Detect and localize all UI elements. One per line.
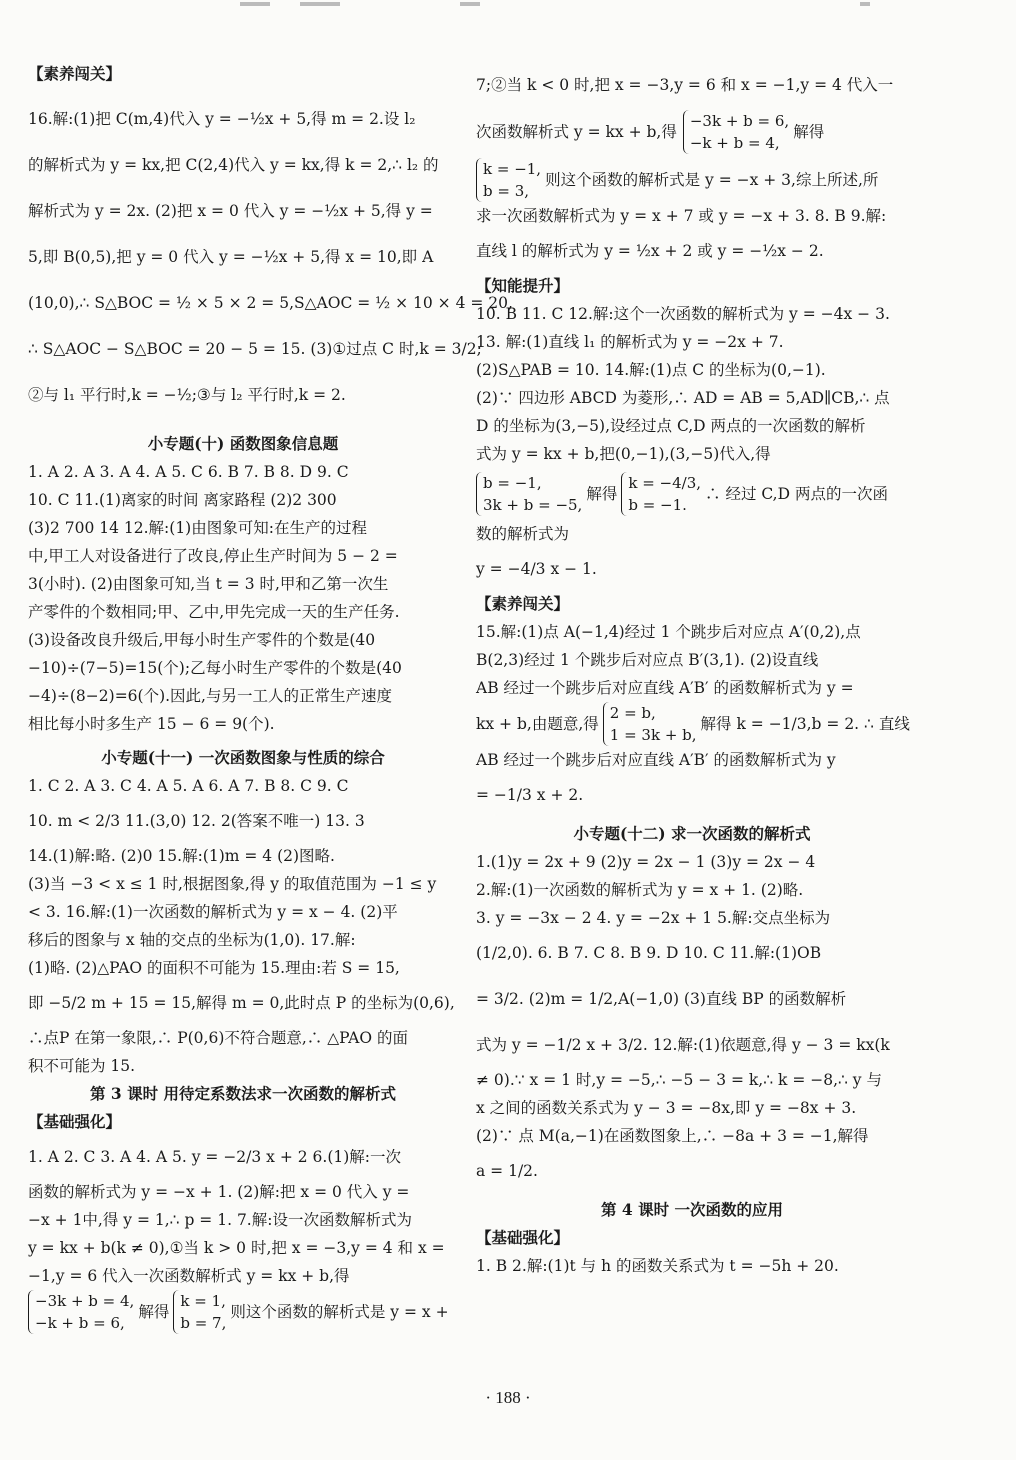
answer-line: 解析式为 y = 2x. (2)把 x = 0 代入 y = −½x + 5,得 y = — [28, 202, 433, 220]
section-heading: 第 4 课时 一次函数的应用 — [601, 1200, 783, 1219]
answer-line: 5,即 B(0,5),把 y = 0 代入 y = −½x + 5,得 x = 10,即 A — [28, 248, 434, 266]
equation: 2 = b, — [609, 704, 656, 722]
equation-system-line — [476, 700, 908, 748]
answer-line: 10. B 11. C 12.解:这个一次函数的解析式为 y = −4x − 3. — [476, 305, 890, 323]
section-heading: 第 3 课时 用待定系数法求一次函数的解析式 — [90, 1084, 396, 1103]
answer-line: x 之间的函数关系式为 y − 3 = −8x,即 y = −8x + 3. — [476, 1099, 857, 1117]
answer-line: (2)∵ 四边形 ABCD 为菱形,∴ AD = AB = 5,AD∥CB,∴ 点 — [476, 389, 890, 407]
equation-system-line — [28, 1288, 458, 1336]
answer-line: 的解析式为 y = kx,把 C(2,4)代入 y = kx,得 k = 2,∴ l₂ 的 — [28, 156, 439, 174]
answer-line: (10,0),∴ S△BOC = ½ × 5 × 2 = 5,S△AOC = ½ × 10 × 4 = 20, — [28, 294, 513, 312]
answer-line: 移后的图象与 x 轴的交点的坐标为(1,0). 17.解: — [28, 931, 356, 949]
answer-line: ≠ 0).∵ x = 1 时,y = −5,∴ −5 − 3 = k,∴ k = −8,∴ y 与 — [476, 1071, 882, 1089]
answer-line: 中,甲工人对设备进行了改良,停止生产时间为 5 − 2 = — [28, 547, 398, 565]
answer-line: (2)∵ 点 M(a,−1)在函数图象上,∴ −8a + 3 = −1,解得 — [476, 1127, 869, 1145]
equation: b = 7, — [180, 1314, 227, 1332]
section-heading: 小专题(十) 函数图象信息题 — [147, 434, 339, 453]
answer-line: 式为 y = kx + b,把(0,−1),(3,−5)代入,得 — [476, 445, 771, 463]
equation: −3k + b = 4, — [35, 1292, 135, 1310]
text-segment: 则这个函数的解析式是 y = x + — [230, 1303, 449, 1321]
equation: k = 1, — [180, 1292, 226, 1310]
equation: k = −1, — [483, 160, 542, 178]
answer-line: 14.(1)解:略. (2)0 15.解:(1)m = 4 (2)图略. — [28, 847, 335, 865]
top-scan-marks — [0, 0, 1016, 12]
answer-line: AB 经过一个跳步后对应直线 A′B′ 的函数解析式为 y = — [476, 679, 854, 697]
answer-line: = −1/3 x + 2. — [476, 786, 584, 804]
answer-line: 求一次函数解析式为 y = x + 7 或 y = −x + 3. 8. B 9.解: — [476, 207, 887, 225]
answer-line: (1)略. (2)△PAO 的面积不可能为 15.理由:若 S = 15, — [28, 959, 400, 977]
answer-line: (3)当 −3 < x ≤ 1 时,根据图象,得 y 的取值范围为 −1 ≤ y — [28, 875, 437, 893]
equation-system — [28, 1290, 134, 1334]
equation: b = −1. — [628, 496, 687, 514]
answer-line: (2)S△PAB = 10. 14.解:(1)点 C 的坐标为(0,−1). — [476, 361, 826, 379]
answer-line: 即 −5/2 m + 15 = 15,解得 m = 0,此时点 P 的坐标为(0,6), — [28, 994, 455, 1012]
answer-line: (3)2 700 14 12.解:(1)由图象可知:在生产的过程 — [28, 519, 367, 537]
equation-system — [621, 472, 701, 516]
answer-line: 15.解:(1)点 A(−1,4)经过 1 个跳步后对应点 A′(0,2),点 — [476, 623, 861, 641]
answer-line: −4)÷(8−2)=6(个).因此,与另一工人的正常生产速度 — [28, 687, 392, 705]
equation: k = −4/3, — [628, 474, 702, 492]
answer-line: (3)设备改良升级后,甲每小时生产零件的个数是(40 — [28, 631, 376, 649]
equation: −3k + b = 6, — [689, 112, 790, 130]
answer-line: 2.解:(1)一次函数的解析式为 y = x + 1. (2)略. — [476, 881, 804, 899]
answer-line: 1. A 2. A 3. A 4. A 5. C 6. B 7. B 8. D 9. C — [28, 463, 349, 481]
answer-line: (1/2,0). 6. B 7. C 8. B 9. D 10. C 11.解:(1)OB — [476, 944, 822, 962]
text-segment: kx + b,由题意,得 — [476, 715, 599, 733]
answer-line: 3(小时). (2)由图象可知,当 t = 3 时,甲和乙第一次生 — [28, 575, 389, 593]
answer-line: 数的解析式为 — [476, 525, 570, 543]
text-segment: 解得 — [138, 1303, 170, 1321]
section-tag: 【知能提升】 — [476, 276, 570, 295]
section-tag: 【基础强化】 — [28, 1112, 122, 1131]
answer-line: 10. m < 2/3 11.(3,0) 12. 2(答案不唯一) 13. 3 — [28, 812, 365, 830]
text-segment: 次函数解析式 y = kx + b,得 — [476, 123, 677, 141]
answer-line: 7;②当 k < 0 时,把 x = −3,y = 6 和 x = −1,y = 4 代入一 — [476, 76, 894, 94]
equation: −k + b = 4, — [689, 134, 780, 152]
answer-line: 1. B 2.解:(1)t 与 h 的函数关系式为 t = −5h + 20. — [476, 1257, 839, 1275]
answer-line: 1. A 2. C 3. A 4. A 5. y = −2/3 x + 2 6.(1)解:一次 — [28, 1148, 402, 1166]
text-segment: 则这个函数的解析式是 y = −x + 3,综上所述,所 — [545, 171, 879, 189]
equation: −k + b = 6, — [35, 1314, 125, 1332]
answer-line: = 3/2. (2)m = 1/2,A(−1,0) (3)直线 BP 的函数解析 — [476, 990, 847, 1008]
answer-line: 1.(1)y = 2x + 9 (2)y = 2x − 1 (3)y = 2x − 4 — [476, 853, 816, 871]
section-heading: 小专题(十一) 一次函数图象与性质的综合 — [101, 748, 385, 767]
answer-line: 10. C 11.(1)离家的时间 离家路程 (2)2 300 — [28, 491, 337, 509]
equation: b = −1, — [483, 474, 542, 492]
text-segment: ∴ 经过 C,D 两点的一次函 — [705, 485, 888, 503]
section-tag: 【基础强化】 — [476, 1228, 570, 1247]
section-heading: 小专题(十二) 求一次函数的解析式 — [573, 824, 811, 843]
equation-system-line — [476, 156, 908, 204]
answer-line: −1,y = 6 代入一次函数解析式 y = kx + b,得 — [28, 1267, 350, 1285]
answer-line: a = 1/2. — [476, 1162, 538, 1180]
text-segment: 解得 — [793, 123, 825, 141]
equation-system — [476, 158, 541, 202]
answer-line: 1. C 2. A 3. C 4. A 5. A 6. A 7. B 8. C 9. C — [28, 777, 349, 795]
answer-line: D 的坐标为(3,−5),设经过点 C,D 两点的一次函数的解析 — [476, 417, 866, 435]
equation-system-line — [476, 466, 908, 522]
section-tag: 【素养闯关】 — [28, 64, 122, 83]
answer-line: 3. y = −3x − 2 4. y = −2x + 1 5.解:交点坐标为 — [476, 909, 831, 927]
answer-line: y = −4/3 x − 1. — [476, 560, 597, 578]
answer-line: ∴点P 在第一象限,∴ P(0,6)不符合题意,∴ △PAO 的面 — [28, 1029, 408, 1047]
answer-line: ②与 l₁ 平行时,k = −½;③与 l₂ 平行时,k = 2. — [28, 386, 346, 404]
equation-system — [683, 110, 789, 154]
answer-line: 函数的解析式为 y = −x + 1. (2)解:把 x = 0 代入 y = — [28, 1183, 410, 1201]
text-segment: 解得 — [586, 485, 618, 503]
answer-line: 式为 y = −1/2 x + 3/2. 12.解:(1)依题意,得 y − 3 = kx(k — [476, 1036, 890, 1054]
answer-line: < 3. 16.解:(1)一次函数的解析式为 y = x − 4. (2)平 — [28, 903, 398, 921]
equation-system — [603, 702, 697, 746]
equation-system — [173, 1290, 226, 1334]
answer-line: 相比每小时多生产 15 − 6 = 9(个). — [28, 715, 275, 733]
answer-line: −x + 1中,得 y = 1,∴ p = 1. 7.解:设一次函数解析式为 — [28, 1211, 412, 1229]
answer-line: 13. 解:(1)直线 l₁ 的解析式为 y = −2x + 7. — [476, 333, 784, 351]
answer-line: 积不可能为 15. — [28, 1057, 136, 1075]
answer-line: y = kx + b(k ≠ 0),①当 k > 0 时,把 x = −3,y = 4 和 x = — [28, 1239, 445, 1257]
equation: 3k + b = −5, — [483, 496, 583, 514]
answer-line: B(2,3)经过 1 个跳步后对应点 B′(3,1). (2)设直线 — [476, 651, 819, 669]
answer-line: AB 经过一个跳步后对应直线 A′B′ 的函数解析式为 y — [476, 751, 836, 769]
equation-system — [476, 472, 582, 516]
answer-line: ∴ S△AOC − S△BOC = 20 − 5 = 15. (3)①过点 C 时,k = 3/2; — [28, 340, 482, 358]
page-number: · 188 · — [485, 1388, 531, 1407]
answer-line: 16.解:(1)把 C(m,4)代入 y = −½x + 5,得 m = 2.设 l₂ — [28, 110, 416, 128]
answer-line: 直线 l 的解析式为 y = ½x + 2 或 y = −½x − 2. — [476, 242, 824, 260]
equation-system-line — [476, 108, 908, 156]
answer-line: 产零件的个数相同;甲、乙中,甲先完成一天的生产任务. — [28, 603, 400, 621]
equation: b = 3, — [483, 182, 530, 200]
right-column — [476, 62, 908, 1278]
equation: 1 = 3k + b, — [609, 726, 697, 744]
section-tag: 【素养闯关】 — [476, 594, 570, 613]
text-segment: 解得 k = −1/3,b = 2. ∴ 直线 — [700, 715, 910, 733]
answer-line: −10)÷(7−5)=15(个);乙每小时生产零件的个数是(40 — [28, 659, 402, 677]
